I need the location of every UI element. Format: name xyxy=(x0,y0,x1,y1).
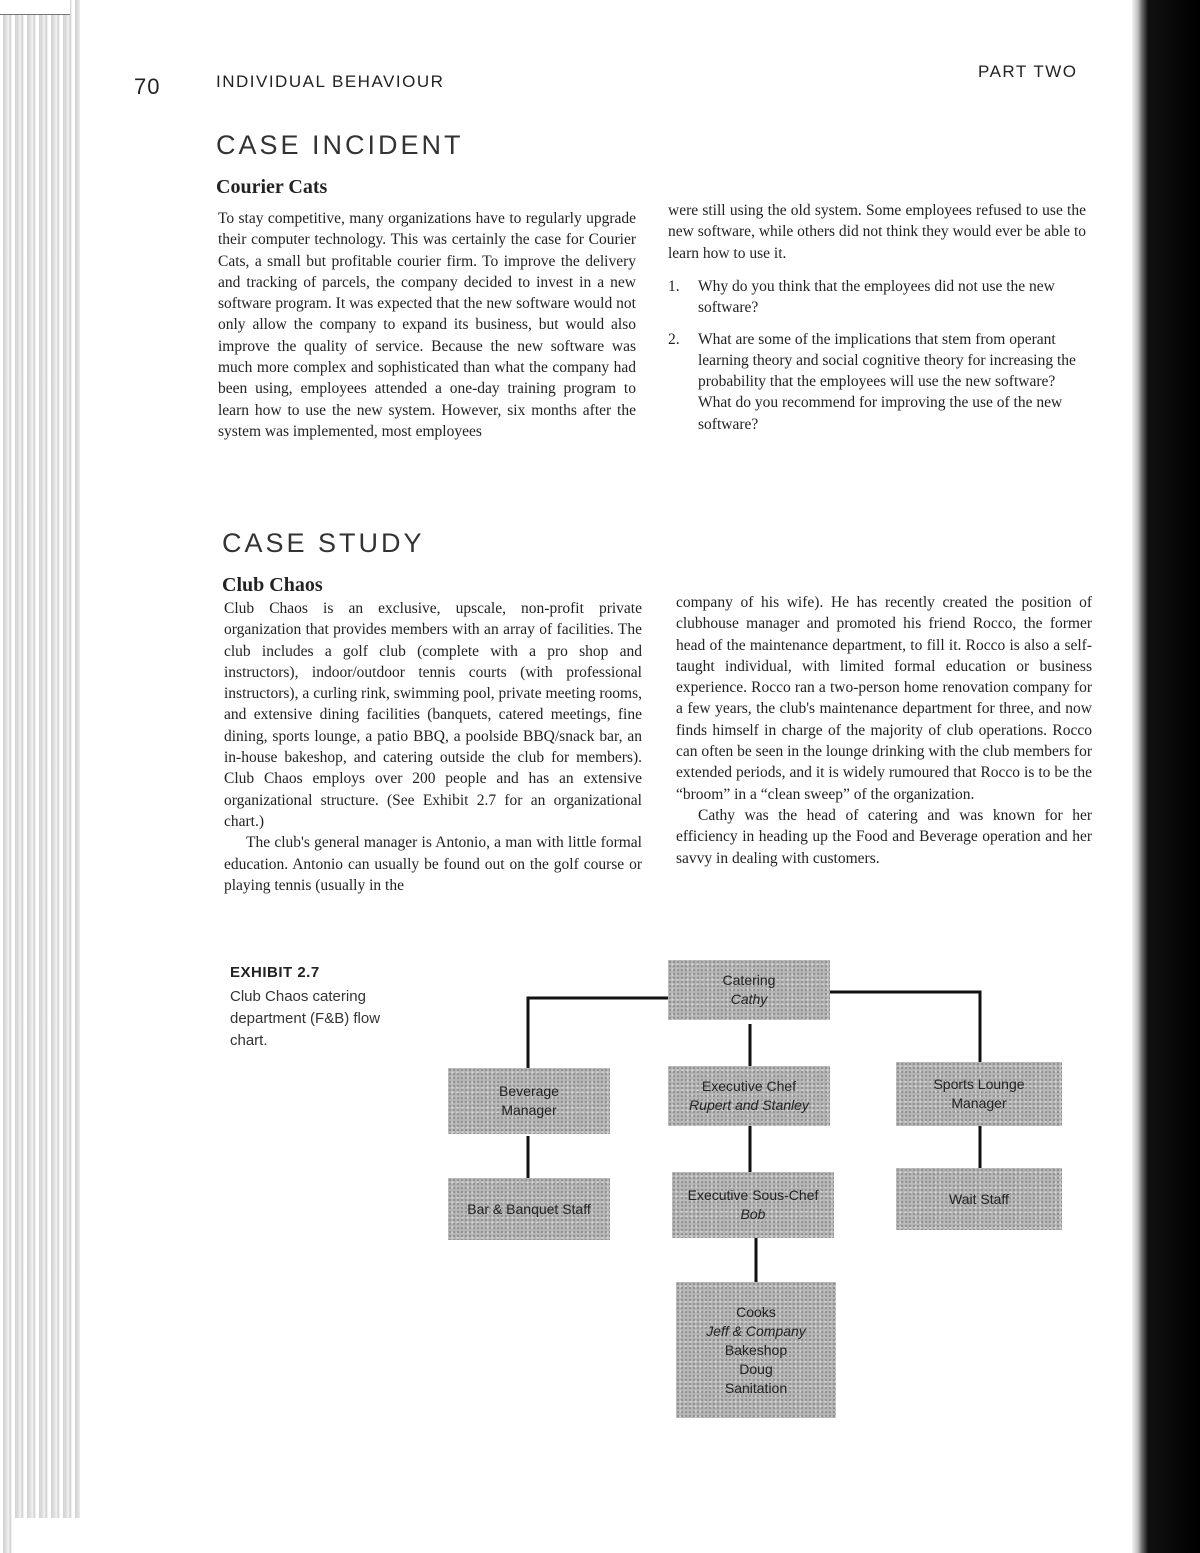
case-study-paragraph: The club's general manager is Antonio, a man with little formal education. Antonio can usually be found out on the golf course or playing tennis (usually in the xyxy=(224,834,642,894)
org-box-sanitation: Sanitation xyxy=(724,1379,788,1396)
org-box-cooks: Cooks xyxy=(736,1303,776,1320)
scan-left-edge xyxy=(0,0,80,1553)
scan-left-edge-top xyxy=(0,0,70,15)
org-box-title: Beverage xyxy=(499,1083,559,1099)
scan-right-edge xyxy=(1132,0,1200,1553)
case-study-title: Club Chaos xyxy=(222,574,323,596)
org-box-executive-sous-chef xyxy=(672,1172,834,1238)
case-study-left-text xyxy=(224,598,642,896)
case-study-paragraph: company of his wife). He has recently created the position of clubhouse manager and promoted his friend Rocco, the former head of the maintenance department, to fill it. Rocco is also a self-taught individual, with limited formal education or business experience. Rocco ran a two-person home renovation company for a few years, the club's maintenance department for three, and now finds himself in charge of the majority of club operations. Rocco can often be seen in the lounge drinking with the club members for extended periods, and it is widely rumoured that Rocco is to be the “broom” in a “clean sweep” of the organization. xyxy=(676,594,1092,803)
question-text: Why do you think that the employees did not use the new software? xyxy=(698,278,1055,317)
case-study-paragraph: Cathy was the head of catering and was known for her efficiency in heading up the Food and Beverage operation and her savvy in dealing with customers. xyxy=(676,806,1092,867)
org-box-bakeshop-name: Doug xyxy=(739,1360,773,1377)
page-number: 70 xyxy=(134,74,161,99)
org-box-title: Manager xyxy=(951,1095,1007,1111)
part-heading: PART TWO xyxy=(978,62,1078,81)
connector-catering-sports-lounge xyxy=(828,992,980,1070)
org-box-catering xyxy=(668,960,830,1020)
case-incident-right-text xyxy=(668,200,1086,264)
exhibit-caption: Club Chaos catering department (F&B) flow chart. xyxy=(230,988,381,1049)
case-incident-left-text xyxy=(218,208,636,442)
case-study-right-text xyxy=(676,592,1092,869)
org-box-name: Rupert and Stanley xyxy=(689,1097,809,1113)
question-item xyxy=(668,276,1086,319)
question-text: What are some of the implications that stem from operant learning theory and social cognitive theory for increasing the probability that the employees will use the new software? What do you recommend for improving the use of the new software? xyxy=(698,330,1076,433)
question-number: 2. xyxy=(668,330,680,348)
org-box-beverage-manager xyxy=(448,1068,610,1134)
question-item xyxy=(668,329,1086,435)
case-incident-continuation: were still using the old system. Some employees refused to use the new software, while others did not think they would ever be able to learn how to use it. xyxy=(668,202,1086,262)
org-box-sports-lounge-manager xyxy=(896,1062,1062,1126)
running-head: INDIVIDUAL BEHAVIOUR xyxy=(216,72,445,91)
case-incident-questions xyxy=(668,276,1086,445)
org-box-cooks-name: Jeff & Company xyxy=(706,1322,806,1339)
case-incident-label: CASE INCIDENT xyxy=(216,130,464,160)
org-box-bar-banquet-staff xyxy=(448,1178,610,1240)
case-study-label: CASE STUDY xyxy=(222,528,425,558)
scan-bottom-strip xyxy=(14,1518,1132,1553)
org-box-title: Executive Chef xyxy=(701,1078,797,1094)
org-box-title: Sports Lounge xyxy=(933,1076,1025,1092)
question-number: 1. xyxy=(668,278,680,295)
exhibit-label: EXHIBIT 2.7 xyxy=(230,964,320,981)
org-box-title: Bar & Banquet Staff xyxy=(467,1200,591,1217)
org-box-title: Wait Staff xyxy=(949,1190,1009,1207)
case-incident-title: Courier Cats xyxy=(216,176,328,198)
org-box-title: Catering xyxy=(722,972,776,988)
org-box-kitchen-staff xyxy=(676,1282,836,1418)
org-box-executive-chef xyxy=(668,1066,830,1126)
case-incident-paragraph: To stay competitive, many organizations have to regularly upgrade their computer technology. This was certainly the case for Courier Cats, a small but profitable courier firm. To improve the delivery and tracking of parcels, the company decided to invest in a new software program. It was expected that the new software would not only allow the company to expand its business, but would also improve the quality of service. Because the new software was much more complex and sophisticated than what the company had been using, employees attended a one-day training program to learn how to use the new system. However, six months after the system was implemented, most employees xyxy=(218,210,636,440)
org-box-wait-staff xyxy=(896,1168,1062,1230)
org-box-name: Cathy xyxy=(730,991,768,1007)
org-box-title: Manager xyxy=(501,1102,557,1118)
org-box-title: Executive Sous-Chef xyxy=(687,1187,819,1203)
org-box-bakeshop: Bakeshop xyxy=(724,1341,788,1358)
case-study-paragraph: Club Chaos is an exclusive, upscale, non-profit private organization that provides members with an array of facilities. The club includes a golf club (complete with a pro shop and instructors), indoor/outdoor tennis courts (with professional instructors), a curling rink, swimming pool, private meeting rooms, and extensive dining facilities (banquets, catered meetings, fine dining, sports lounge, a patio BBQ, a poolside BBQ/snack bar, an in-house bakeshop, and catering outside the club for members). Club Chaos employs over 200 people and has an extensive organizational structure. (See Exhibit 2.7 for an organizational chart.) xyxy=(224,600,642,830)
org-box-name: Bob xyxy=(740,1206,766,1222)
